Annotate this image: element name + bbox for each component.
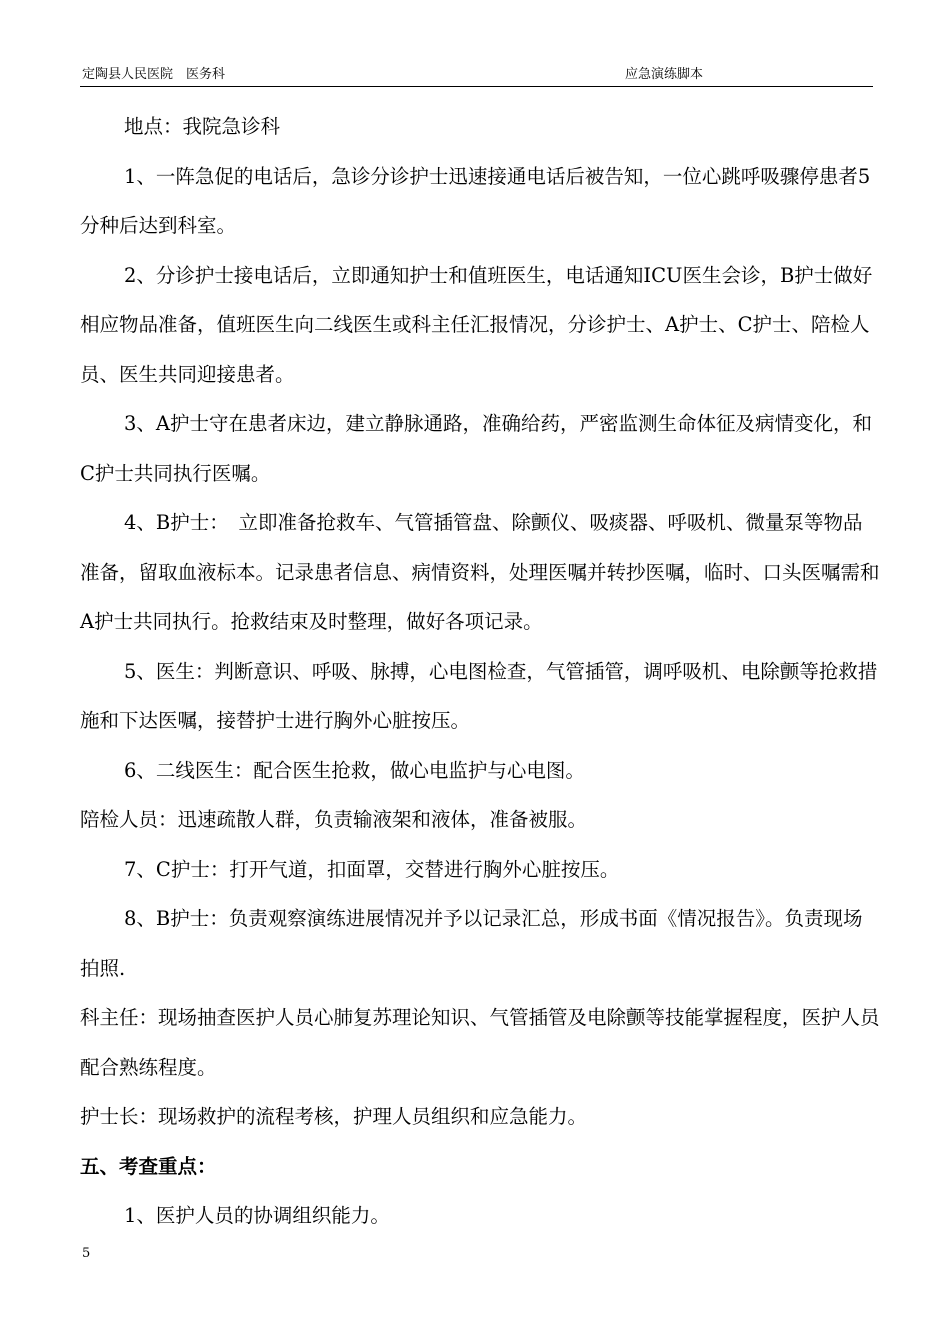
- document-body: [80, 102, 880, 1241]
- step-8: 8、B护士：负责观察演练进展情况并予以记录汇总，形成书面《情况报告》。负责现场拍照.: [80, 907, 863, 980]
- step-3: 3、A护士守在患者床边，建立静脉通路，准确给药，严密监测生命体征及病情变化，和C护士共同执行医嘱。: [80, 412, 872, 485]
- focus-item-1: 1、医护人员的协调组织能力。: [124, 1204, 390, 1227]
- page-number: 5: [82, 1246, 91, 1261]
- step-1: 1、一阵急促的电话后，急诊分诊护士迅速接通电话后被告知，一位心跳呼吸骤停患者5分种后达到科室。: [80, 164, 871, 237]
- head-nurse-line: 护士长：现场救护的流程考核，护理人员组织和应急能力。: [80, 1105, 588, 1128]
- section-heading: 五、考查重点：: [80, 1154, 217, 1178]
- step-2: 2、分诊护士接电话后，立即通知护士和值班医生，电话通知ICU医生会诊，B护士做好相应物品准备，值班医生向二线医生或科主任汇报情况，分诊护士、A护士、C护士、陪检人员、医生共同迎接患者。: [80, 263, 873, 386]
- step-5: 5、医生：判断意识、呼吸、脉搏，心电图检查，气管插管，调呼吸机、电除颤等抢救措施和下达医嘱，接替护士进行胸外心脏按压。: [80, 659, 878, 732]
- step-4: 4、B护士： 立即准备抢救车、气管插管盘、除颤仪、吸痰器、呼吸机、微量泵等物品准备，留取血液标本。记录患者信息、病情资料，处理医嘱并转抄医嘱，临时、口头医嘱需和A护士共同执行。抢救结束及时整理，做好各项记录。: [80, 511, 880, 633]
- step-7: 7、C护士：打开气道，扣面罩，交替进行胸外心脏按压。: [124, 857, 620, 881]
- location-line: 地点：我院急诊科: [124, 115, 281, 138]
- page-header: [80, 66, 873, 87]
- step-6: 6、二线医生：配合医生抢救，做心电监护与心电图。: [124, 758, 585, 782]
- department-director-line: 科主任：现场抽查医护人员心肺复苏理论知识、气管插管及电除颤等技能掌握程度，医护人员配合熟练程度。: [80, 1006, 880, 1079]
- header-institution: 定陶县人民医院 医务科: [82, 67, 226, 82]
- escort-staff-line: 陪检人员：迅速疏散人群，负责输液架和液体，准备被服。: [80, 808, 588, 831]
- header-document-title: 应急演练脚本: [625, 67, 704, 82]
